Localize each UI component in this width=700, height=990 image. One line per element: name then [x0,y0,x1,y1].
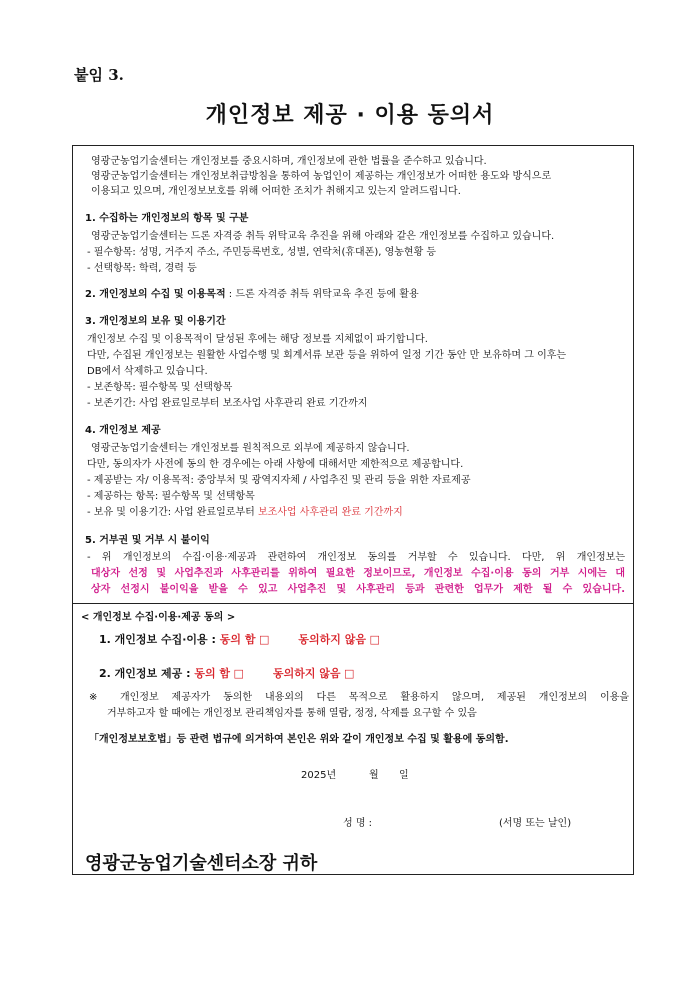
section-4-line: 다만, 동의자가 사전에 동의 한 경우에는 아래 사항에 대해서만 제한적으로 제공합니다. [87,459,464,470]
consent-item-2 [73,667,633,681]
addressee: 영광군농업기술센터소장 귀하 [85,853,318,874]
section-3-heading: 3. 개인정보의 보유 및 이용기간 [85,316,226,327]
consent-item-1-disagree-label: 동의하지 않음 [298,633,366,646]
section-4-line: - 제공하는 항목: 필수항목 및 선택항목 [87,491,255,502]
law-statement: 「개인정보보호법」등 관련 법규에 의거하여 본인은 위와 같이 개인정보 수집 및 활용에 동의함. [89,734,509,745]
signature-name-label: 성 명 : [343,818,373,829]
consent-item-2-agree-checkbox[interactable]: □ [233,667,244,680]
section-4-line: - 제공받는 자/ 이용목적: 중앙부처 및 광역지자체 / 사업추진 및 관리 등을 위한 자료제공 [87,475,471,486]
consent-item-1-agree-label: 동의 함 [219,633,256,646]
section-3-line: 개인정보 수집 및 이용목적이 달성된 후에는 해당 정보를 지체없이 파기합니다. [87,334,428,345]
intro-line-3: 이용되고 있으며, 개인정보보호를 위해 어떠한 조치가 취해지고 있는지 알려드립니다. [91,186,461,197]
date-month: 월 [369,770,379,781]
section-5-line: - 위 개인정보의 수집·이용·제공과 관련하여 개인정보 동의를 거부할 수 있습니다. 다만, 위 개인정보는 [87,552,625,563]
section-1-heading: 1. 수집하는 개인정보의 항목 및 구분 [85,213,249,224]
section-2-heading: 2. 개인정보의 수집 및 이용목적 [85,289,226,300]
consent-item-2-disagree-checkbox[interactable]: □ [344,667,355,680]
section-3-line: - 보존기간: 사업 완료일로부터 보조사업 사후관리 완료 기간까지 [87,398,368,409]
section-5-heading: 5. 거부권 및 거부 시 불이익 [85,535,210,546]
consent-item-2-label: 2. 개인정보 제공 : [99,667,195,680]
consent-note-line-1: ※ 개인정보 제공자가 동의한 내용외의 다른 목적으로 활용하지 않으며, 제공된 개인정보의 이용을 [89,692,629,703]
consent-form-box [72,145,634,875]
section-3-line: 다만, 수집된 개인정보는 원활한 사업수행 및 회계서류 보관 등을 위하여 일정 기간 동안 만 보유하며 그 이후는 [87,350,567,361]
section-5-warning: 상자 선정시 불이익을 받을 수 있고 사업추진 및 사후관리 등과 관련한 업무가 제한 될 수 있습니다. [91,584,625,595]
attachment-label: 붙임 3. [74,66,124,84]
section-divider [73,603,633,604]
consent-item-1 [73,633,633,647]
consent-header: < 개인정보 수집·이용·제공 동의 > [81,612,236,623]
section-3-line: DB에서 삭제하고 있습니다. [87,366,208,377]
section-3-line: - 보존항목: 필수항목 및 선택항목 [87,382,233,393]
section-4-last-prefix: - 보유 및 이용기간: 사업 완료일로부터 [87,507,258,518]
consent-item-1-label: 1. 개인정보 수집·이용 : [99,633,220,646]
consent-item-1-agree-checkbox[interactable]: □ [258,633,270,646]
consent-item-1-disagree-checkbox[interactable]: □ [369,633,380,646]
section-2-text: : 드론 자격증 취득 위탁교육 추진 등에 활용 [225,289,419,300]
intro-line-2: 영광군농업기술센터는 개인정보취급방침을 통하여 농업인이 제공하는 개인정보가 어떠한 용도와 방식으로 [91,171,552,182]
consent-item-2-agree-label: 동의 함 [194,667,231,680]
date-day: 일 [399,770,409,781]
section-4-heading: 4. 개인정보 제공 [85,425,161,436]
section-1-line: 영광군농업기술센터는 드론 자격증 취득 위탁교육 추진을 위해 아래와 같은 개인정보를 수집하고 있습니다. [91,231,555,242]
section-5-warning: 대상자 선정 및 사업추진과 사후관리를 위하여 필요한 정보이므로, 개인정보 수집·이용 동의 거부 시에는 대 [91,568,625,579]
signature-hint: (서명 또는 날인) [499,818,572,829]
page-title: 개인정보 제공 · 이용 동의서 [205,103,495,128]
consent-item-2-disagree-label: 동의하지 않음 [272,667,341,680]
section-4-last-highlight: 보조사업 사후관리 완료 기간까지 [257,507,403,518]
section-1-line: - 필수항목: 성명, 거주지 주소, 주민등록번호, 성별, 연락처(휴대폰), 영농현황 등 [87,247,437,258]
section-1-line: - 선택항목: 학력, 경력 등 [87,263,197,274]
section-2 [73,288,633,302]
section-4-last-line [73,506,633,520]
date-year: 2025년 [301,770,337,781]
consent-note-line-2: 거부하고자 할 때에는 개인정보 관리책임자를 통해 열람, 정정, 삭제를 요구할 수 있음 [107,708,477,719]
section-4-line: 영광군농업기술센터는 개인정보를 원칙적으로 외부에 제공하지 않습니다. [91,443,410,454]
intro-line-1: 영광군농업기술센터는 개인정보를 중요시하며, 개인정보에 관한 법률을 준수하고 있습니다. [91,156,487,167]
